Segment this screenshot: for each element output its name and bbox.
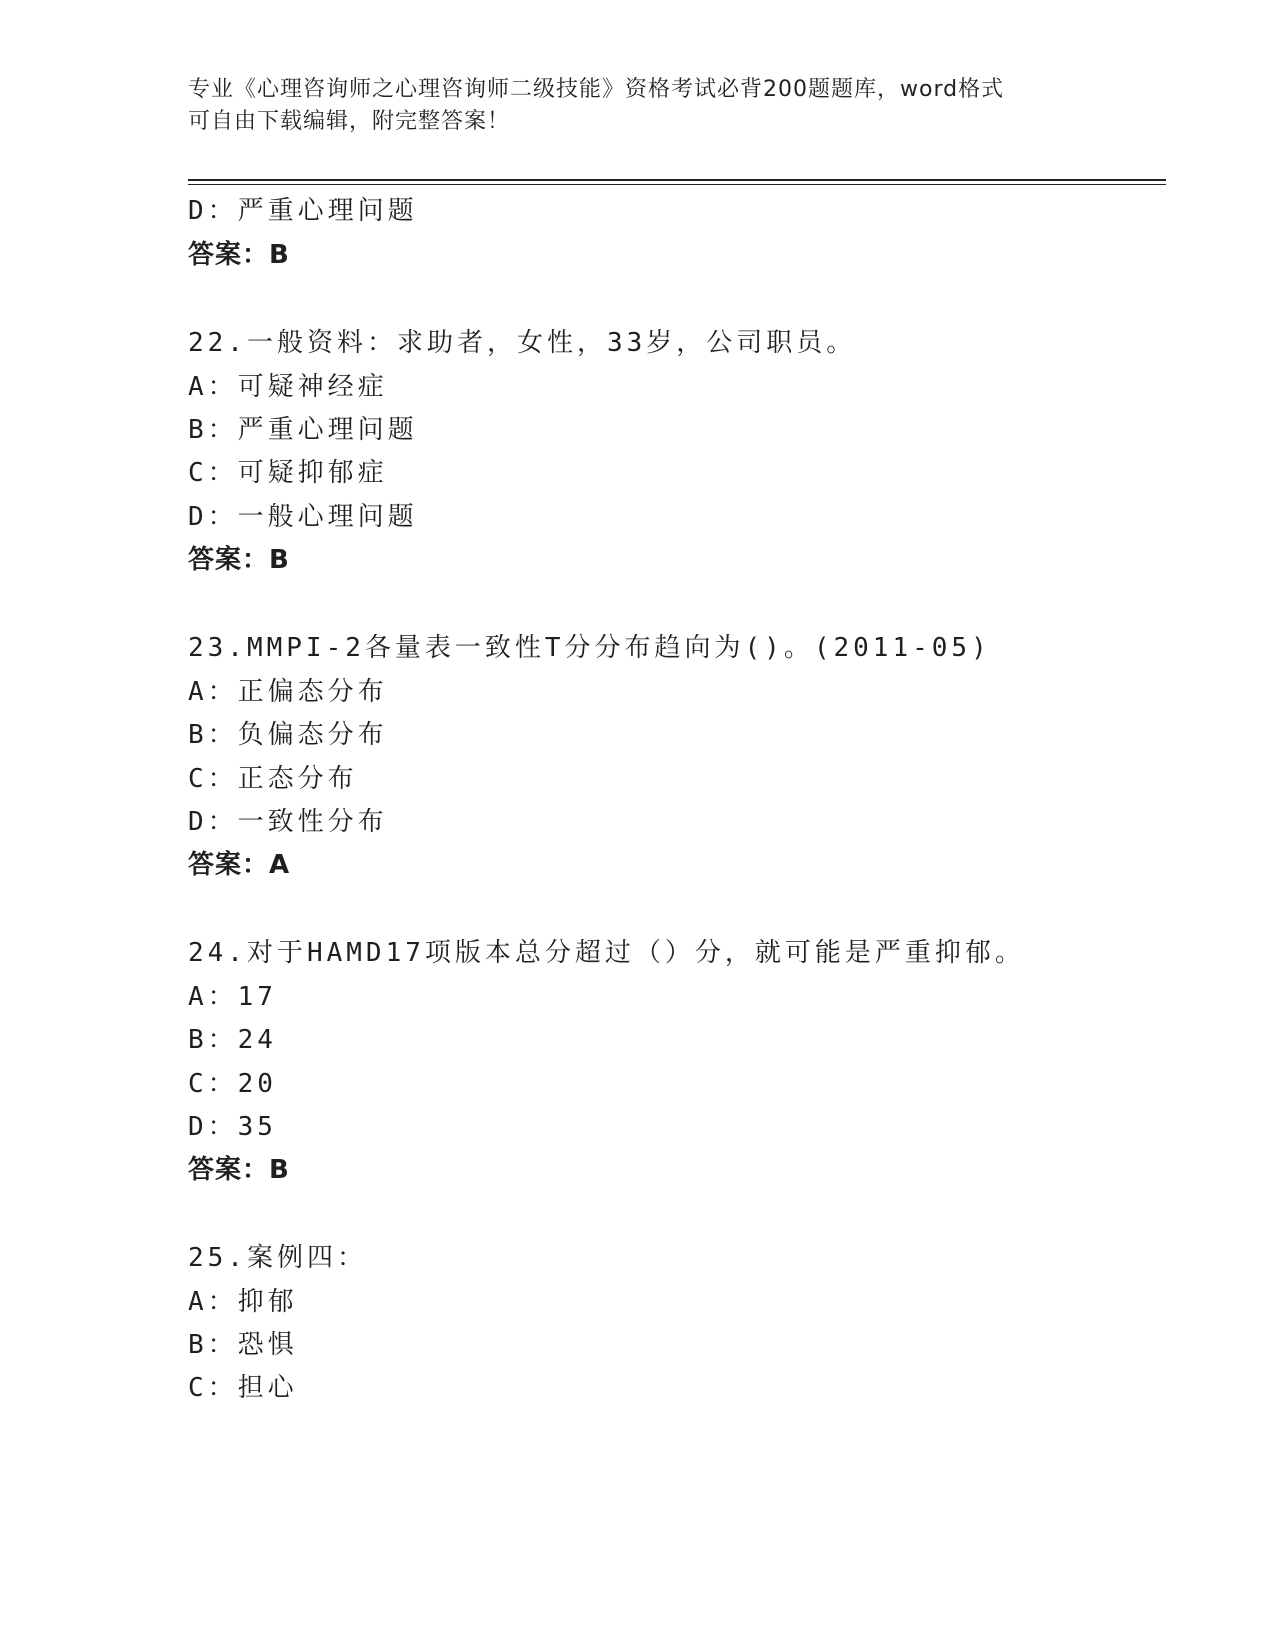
- header-divider-thick: [188, 179, 1166, 181]
- question-23-answer: 答案：A: [188, 850, 291, 880]
- question-23-option-b: B：负偏态分布: [188, 720, 388, 750]
- question-25-option-a: A：抑郁: [188, 1287, 298, 1317]
- prev-answer: 答案：B: [188, 240, 290, 270]
- question-23-stem: 23.MMPI-2各量表一致性T分分布趋向为()。(2011-05): [188, 633, 991, 663]
- header-title-line-1: 专业《心理咨询师之心理咨询师二级技能》资格考试必背200题题库，word格式: [188, 77, 1005, 102]
- question-22-option-a: A：可疑神经症: [188, 372, 388, 402]
- prev-option-d: D：严重心理问题: [188, 196, 418, 226]
- question-24-option-a: A：17: [188, 982, 277, 1012]
- document-header: [188, 74, 1088, 138]
- question-25-stem: 25.案例四：: [188, 1243, 367, 1273]
- question-22-option-d: D：一般心理问题: [188, 502, 418, 532]
- question-22-answer: 答案：B: [188, 545, 290, 575]
- question-24-option-d: D：35: [188, 1112, 277, 1142]
- question-24-option-b: B：24: [188, 1025, 277, 1055]
- question-23-option-c: C：正态分布: [188, 764, 358, 794]
- question-24-option-c: C：20: [188, 1069, 277, 1099]
- question-23-option-a: A：正偏态分布: [188, 677, 388, 707]
- header-title-line-2: 可自由下载编辑，附完整答案！: [188, 109, 511, 134]
- question-24-stem: 24.对于HAMD17项版本总分超过（）分，就可能是严重抑郁。: [188, 938, 1025, 968]
- header-divider-thin: [188, 184, 1166, 185]
- question-23-option-d: D：一致性分布: [188, 807, 388, 837]
- question-22-option-b: B：严重心理问题: [188, 415, 418, 445]
- question-22-option-c: C：可疑抑郁症: [188, 458, 388, 488]
- question-24-answer: 答案：B: [188, 1155, 290, 1185]
- question-25-option-c: C：担心: [188, 1373, 298, 1403]
- question-25-option-b: B：恐惧: [188, 1330, 298, 1360]
- question-22-stem: 22.一般资料：求助者，女性，33岁，公司职员。: [188, 328, 857, 358]
